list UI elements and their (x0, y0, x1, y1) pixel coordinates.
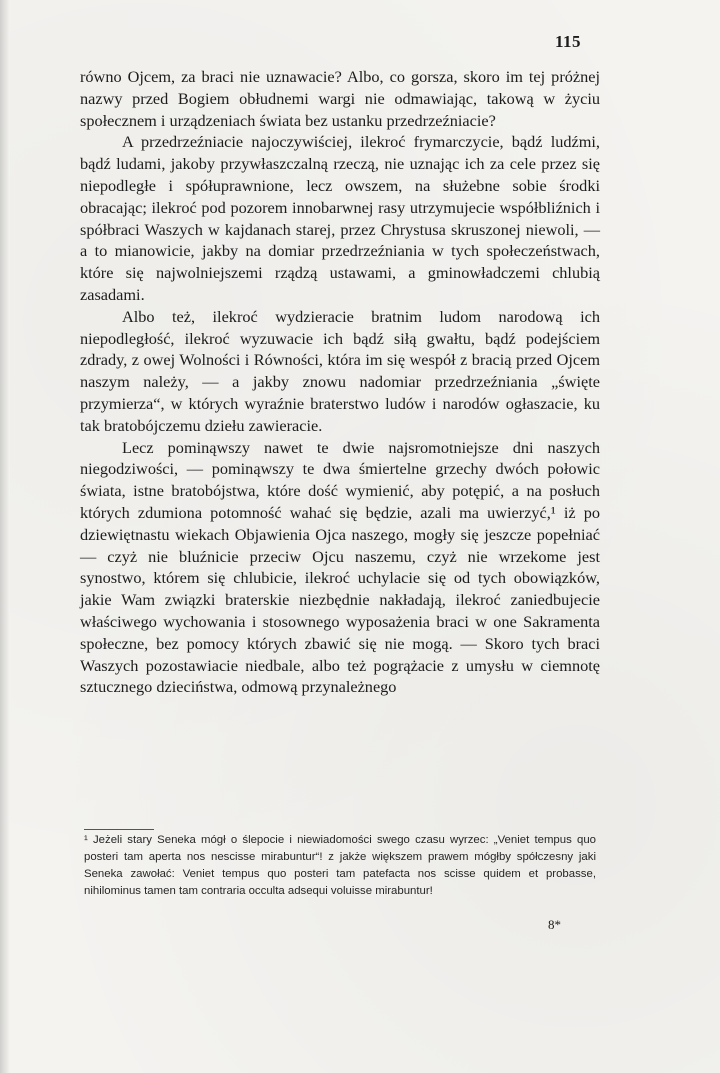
body-text (80, 66, 600, 698)
paragraph-3: Albo też, ilekroć wydzieracie bratnim ludom narodową ich niepodległość, ilekroć wyzuwacie ich bądź siłą gwałtu, bądź podejściem zdrady, z owej Wolności i Równości, która im się wespół z bracią przed Ojcem naszym należy, — a jakby znowu nadomiar przedrzeźniania „święte przymierza“, w których wyraźnie braterstwo ludów i narodów ogłaszacie, ku tak bratobójczemu dziełu zawieracie. (80, 306, 600, 435)
printer-signature-mark: 8* (548, 917, 561, 932)
paragraph-2: A przedrzeźniacie najoczywiściej, ilekroć frymarczycie, bądź ludźmi, bądź ludami, jakoby przywłaszczalną rzeczą, nie uznając ich za cele przez się niepodległe i spółuprawnione, lecz owszem, na służebne sobie środki obracając; ilekroć pod pozorem innobarwnej rasy utrzymujecie współbliźnich i spółbraci Waszych w kajdanach starej, przez Chrystusa skruszonej niewoli, — a to mianowicie, jakby na domiar przedrzeźniania w tych społeczeństwach, które się najwolniejszemi rządzą ustawami, a gminowładczemi chlubią zasadami. (80, 132, 600, 304)
footnote: ¹ Jeżeli stary Seneka mógł o ślepocie i niewiadomości swego czasu wyrzec: „Veniet tempus quo posteri tam aperta nos nescisse mirabuntur“! z jakże większem prawem mógłby spółczesny jaki Seneka zawołać: Veniet tempus quo posteri tam patefacta nos scisse quidem et probasse, nihilominus tamen tam contraria occulta adsequi voluisse mirabuntur! (84, 834, 596, 897)
page-binding-edge (0, 0, 10, 1073)
footnote-divider (84, 829, 154, 830)
paragraph-1: równo Ojcem, za braci nie uznawacie? Albo, co gorsza, skoro im tej próżnej nazwy przed Bogiem obłudnemi wargi nie odmawiając, takową w życiu społecznem i urządzeniach świata bez ustanku przedrzeźniacie? (80, 67, 600, 130)
paragraph-4: Lecz pominąwszy nawet te dwie najsromotniejsze dni naszych niegodziwości, — pominąwszy te dwa śmiertelne grzechy dwóch połowic świata, istne bratobójstwa, które dość wymienić, aby potępić, a na posłuch których zdumiona potomność wahać się będzie, azali ma uwierzyć,¹ iż po dziewiętnastu wiekach Objawienia Ojca naszego, mogły się jeszcze popełniać — czyż nie bluźnicie przeciw Ojcu naszemu, czyż nie wrzekome jest synostwo, którem się chlubicie, ilekroć uchylacie się od tych obowiązków, jakie Wam związki braterskie niezbędnie nakładają, ilekroć zaniedbujecie właściwego wychowania i stosownego wyposażenia braci w one Sakramenta społeczne, bez pomocy których zbawić się nie mogą. — Skoro tych braci Waszych pozostawiacie niedbale, albo też pogrążacie z umysłu w ciemnotę sztucznego dzieciństwa, odmową przynależnego (80, 437, 600, 697)
page-number: 115 (555, 32, 582, 51)
